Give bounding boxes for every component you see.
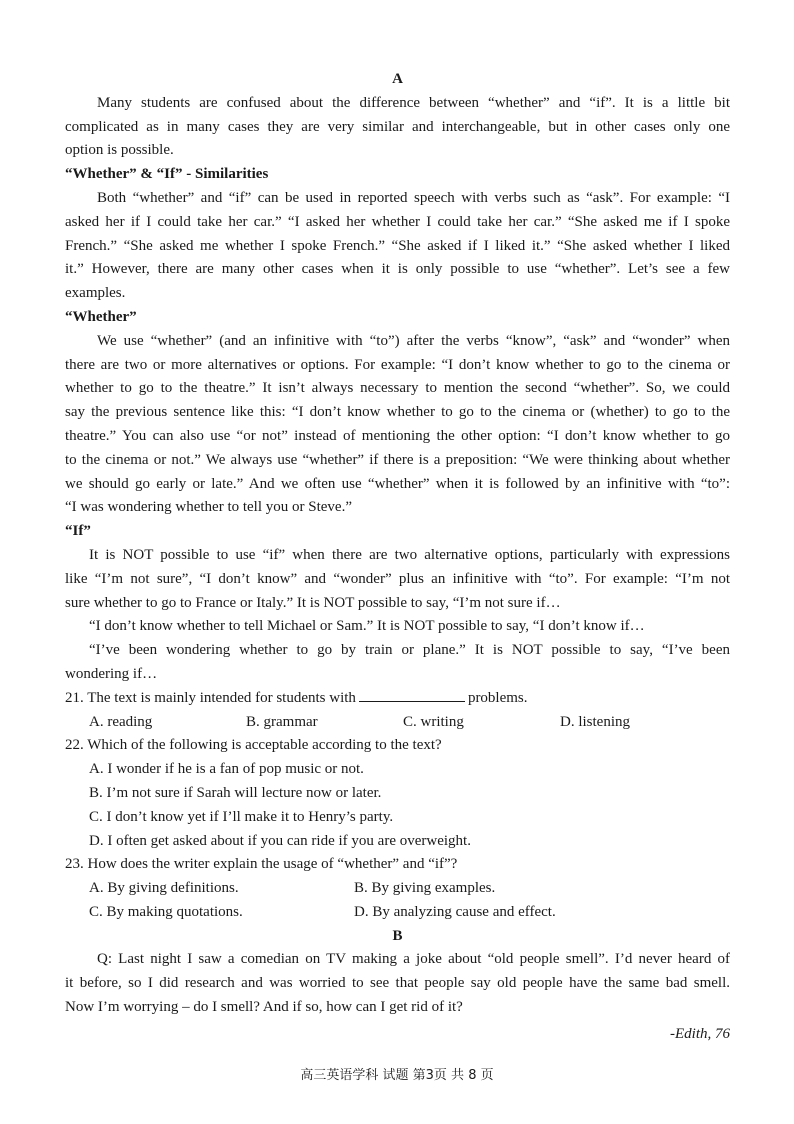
option-d[interactable]: D. I often get asked about if you can ride if you are overweight.: [89, 832, 471, 849]
text-line: “I was wondering whether to tell you or Steve.”: [65, 499, 352, 516]
intro-paragraph: [65, 92, 730, 163]
question-stem: 23. How does the writer explain the usage of “whether” and “if”?: [65, 856, 458, 873]
text-line: Now I’m worrying – do I smell? And if so, how can I get rid of it?: [65, 999, 463, 1016]
text-line: Q: Last night I saw a comedian on TV making a joke about “old people smell”. I’d never heard of: [97, 951, 730, 968]
if-heading: “If”: [65, 523, 91, 540]
option-a[interactable]: A. I wonder if he is a fan of pop music or not.: [89, 761, 364, 778]
question-stem: [65, 687, 730, 711]
text-line: We use “whether” (and an infinitive with “to”) after the verbs “know”, “ask” and “wonder” when: [97, 332, 730, 349]
option-c[interactable]: C. By making quotations.: [89, 903, 243, 920]
option-c[interactable]: C. writing: [403, 713, 464, 730]
text-line: to the cinema or not.” We always use “whether” if there is a preposition: “We were thinking about whether: [65, 451, 730, 468]
whether-heading: “Whether”: [65, 308, 137, 325]
question-23: [65, 853, 730, 924]
question-21: [65, 687, 730, 735]
option-a[interactable]: A. reading: [89, 713, 153, 730]
page-footer: 高三英语学科 试题 第3页 共 8 页: [300, 1068, 494, 1083]
question-22: [65, 734, 730, 853]
text-line: say the previous sentence like this: “I don’t know whether to go to the cinema or (whether) to go to the: [65, 404, 730, 421]
text-line: there are two or more alternatives or options. For example: “I don’t know whether to go to the cinema or: [65, 356, 730, 373]
text-line: sure whether to go to France or Italy.” It is NOT possible to say, “I’m not sure if…: [65, 594, 561, 611]
stem-text: problems.: [467, 689, 528, 706]
signature: -Edith, 76: [670, 1025, 730, 1042]
option-b[interactable]: B. grammar: [246, 713, 318, 730]
text-line: French.” “She asked me whether I spoke French.” “She asked if I liked it.” “She asked whether I liked: [65, 237, 730, 254]
if-paragraph: [65, 544, 730, 687]
text-line: we should go early or late.” And we often use “whether” when it is followed by an infinitive with “to”:: [65, 475, 730, 492]
text-line: “I don’t know whether to tell Michael or Sam.” It is NOT possible to say, “I don’t know if…: [89, 618, 645, 635]
options-row: [65, 711, 730, 735]
text-line: “I’ve been wondering whether to go by train or plane.” It is NOT possible to say, “I’ve been: [89, 642, 730, 659]
question-stem: 22. Which of the following is acceptable according to the text?: [65, 737, 442, 754]
option-b[interactable]: B. I’m not sure if Sarah will lecture now or later.: [89, 784, 382, 801]
similarities-heading: “Whether” & “If” - Similarities: [65, 166, 269, 183]
text-line: option is possible.: [65, 142, 174, 159]
whether-paragraph: [65, 330, 730, 520]
text-line: Both “whether” and “if” can be used in reported speech with verbs such as “ask”. For example: “I: [97, 189, 730, 206]
option-b[interactable]: B. By giving examples.: [354, 880, 496, 897]
exam-page: [65, 68, 730, 1048]
text-line: examples.: [65, 285, 126, 302]
text-line: theatre.” You can also use “or not” instead of mentioning the other option: “I don’t know whether to go: [65, 427, 730, 444]
stem-text: 21. The text is mainly intended for students with: [65, 689, 356, 706]
options-row: [65, 901, 730, 925]
text-line: complicated as in many cases they are very similar and interchangeable, but in other cases only one: [65, 118, 730, 135]
text-line: whether to go to the theatre.” It isn’t always necessary to mention the second “whether”. So, we could: [65, 380, 730, 397]
option-c[interactable]: C. I don’t know yet if I’ll make it to Henry’s party.: [89, 808, 394, 825]
text-line: asked her if I could take her car.” “I asked her whether I could take her car.” “She asked me if I spoke: [65, 213, 730, 230]
options-row: [65, 877, 730, 901]
text-line: Many students are confused about the difference between “whether” and “if”. It is a little bit: [97, 94, 730, 111]
text-line: like “I’m not sure”, “I don’t know” and “wonder” plus an infinitive with “to”. For example: “I’m not: [65, 570, 730, 587]
text-line: wondering if…: [65, 665, 158, 682]
option-a[interactable]: A. By giving definitions.: [89, 880, 239, 897]
text-line: it before, so I did research and was worried to see that people say old people have the same bad smell.: [65, 975, 730, 992]
option-d[interactable]: D. By analyzing cause and effect.: [354, 903, 556, 920]
section-b-question: [65, 948, 730, 1019]
section-a-heading: A: [392, 71, 403, 87]
answer-blank[interactable]: [359, 687, 465, 702]
text-line: it.” However, there are many other cases when it is only possible to use “whether”. Let’s see a few: [65, 261, 730, 278]
text-line: It is NOT possible to use “if” when there are two alternative options, particularly with expressions: [89, 546, 730, 563]
section-b-heading: B: [392, 927, 403, 944]
option-d[interactable]: D. listening: [560, 713, 630, 730]
similarities-paragraph: [65, 187, 730, 306]
